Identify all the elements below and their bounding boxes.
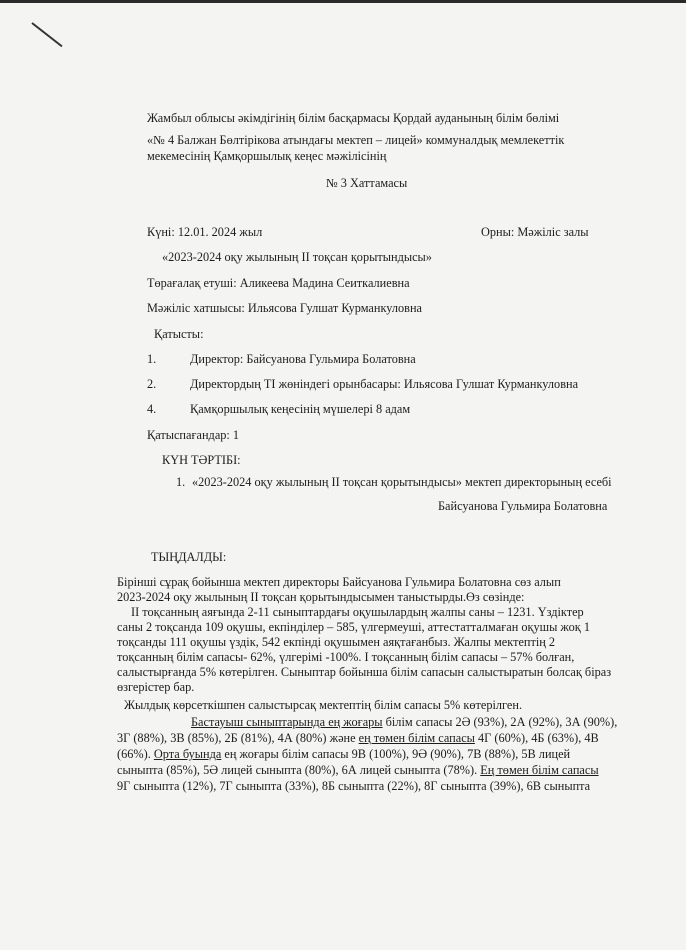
body-text: (66%). bbox=[117, 747, 154, 761]
scan-pen-mark bbox=[31, 22, 62, 47]
meeting-date: Күні: 12.01. 2024 жыл bbox=[147, 225, 263, 239]
meeting-topic: «2023-2024 оқу жылының ІІ тоқсан қорытындысы» bbox=[162, 250, 432, 264]
attendee-text: Директор: Байсуанова Гульмира Болатовна bbox=[190, 352, 416, 366]
body-text: 4Г (60%), 4Б (63%), 4В bbox=[474, 731, 599, 745]
body-text: білім сапасы 2Ә (93%), 2А (92%), 3А (90%), bbox=[382, 715, 618, 729]
meeting-place: Орны: Мәжіліс залы bbox=[481, 225, 589, 239]
header-line-1: Жамбыл облысы әкімдігінің білім басқармасы Қордай ауданының білім бөлімі bbox=[147, 111, 560, 125]
body-line: салыстырғанда 5% көтерілген. Сыныптар бойынша білім сапасын салыстыратын болсақ біраз bbox=[117, 665, 612, 679]
absent-count: Қатыспағандар: 1 bbox=[147, 428, 240, 442]
underlined-phrase: Бастауыш сыныптарында ең жоғары bbox=[191, 715, 383, 729]
attendee-num: 1. bbox=[147, 352, 157, 366]
attendee-text: Директордың ТІ жөніндегі орынбасары: Ильясова Гулшат Курманкуловна bbox=[190, 377, 579, 391]
body-line: тоқсанды 111 оқушы үздік, 542 екпінді оқушымен аяқтағанбыз. Жалпы мектептің 2 bbox=[117, 635, 556, 649]
secretary: Мәжіліс хатшысы: Ильясова Гулшат Курманкуловна bbox=[147, 301, 422, 315]
body-line: тоқсанның білім сапасы- 62%, үлгерімі -100%. І тоқсанның білім сапасы – 57% болған, bbox=[117, 650, 575, 664]
body-line: 2023-2024 оқу жылының ІІ тоқсан қорытындысымен таныстырды.Өз сөзінде: bbox=[117, 590, 525, 604]
agenda-speaker: Байсуанова Гульмира Болатовна bbox=[438, 499, 608, 513]
attended-label: Қатысты: bbox=[154, 327, 204, 341]
header-line-2: «№ 4 Балжан Бөлтірікова атындағы мектеп – лицей» коммуналдық мемлекеттік bbox=[147, 133, 565, 147]
body-text: сыныпта (85%), 5Ә лицей сыныпта (80%), 6А лицей сыныпта (78%). bbox=[117, 763, 481, 777]
agenda-title: КҮН ТӘРТІБІ: bbox=[162, 453, 241, 467]
body-line bbox=[117, 731, 599, 746]
agenda-item-num: 1. bbox=[176, 475, 186, 489]
underlined-phrase: ең төмен білім сапасы bbox=[358, 731, 475, 745]
underlined-phrase: Ең төмен білім сапасы bbox=[480, 763, 599, 777]
underlined-phrase: Орта буында bbox=[153, 747, 222, 761]
body-line bbox=[117, 763, 599, 778]
body-line bbox=[191, 715, 617, 730]
attendee-text: Қамқоршылық кеңесінің мүшелері 8 адам bbox=[190, 402, 411, 416]
body-line: 9Г сыныпта (12%), 7Г сыныпта (33%), 8Б сыныпта (22%), 8Г сыныпта (39%), 6В сыныпта bbox=[117, 779, 591, 793]
header-line-3: мекемесінің Қамқоршылық кеңес мәжілісінің bbox=[147, 149, 387, 163]
body-line bbox=[117, 747, 570, 762]
body-line: саны 2 тоқсанда 109 оқушы, екпінділер – 585, үлгермеуші, аттестатталмаған оқушы жоқ 1 bbox=[117, 620, 590, 634]
heard-title: ТЫҢДАЛДЫ: bbox=[151, 550, 227, 564]
agenda-item-text: «2023-2024 оқу жылының ІІ тоқсан қорытындысы» мектеп директорының есебі bbox=[192, 475, 612, 489]
protocol-title: № 3 Хаттамасы bbox=[326, 176, 408, 190]
body-text: 3Г (88%), 3В (85%), 2Б (81%), 4А (80%) және bbox=[117, 731, 359, 745]
attendee-num: 2. bbox=[147, 377, 157, 391]
body-line: Бірінші сұрақ бойынша мектеп директоры Байсуанова Гульмира Болатовна сөз алып bbox=[117, 575, 561, 589]
scan-top-edge bbox=[0, 0, 686, 3]
attendee-num: 4. bbox=[147, 402, 157, 416]
body-line: өзгерістер бар. bbox=[117, 680, 195, 694]
body-line: Жылдық көрсеткішпен салыстырсақ мектептің білім сапасы 5% көтерілген. bbox=[124, 698, 523, 712]
body-line: ІІ тоқсанның аяғында 2-11 сыныптардағы оқушылардың жалпы саны – 1231. Үздіктер bbox=[131, 605, 584, 619]
chairperson: Төрағалақ етуші: Аликеева Мадина Сеиткалиевна bbox=[147, 276, 410, 290]
body-text: ең жоғары білім сапасы 9В (100%), 9Ә (90%), 7В (88%), 5В лицей bbox=[221, 747, 571, 761]
